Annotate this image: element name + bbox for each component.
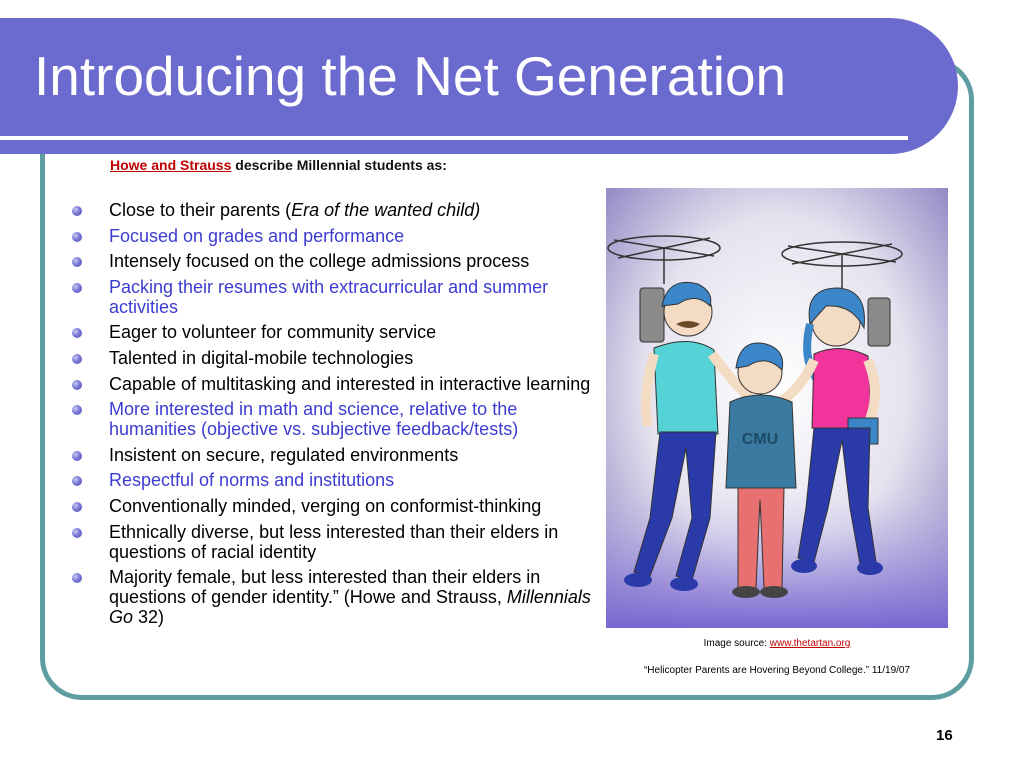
bullet-item <box>72 470 602 490</box>
page-number: 16 <box>936 727 953 744</box>
image-caption: “Helicopter Parents are Hovering Beyond College.” 11/19/07 <box>643 665 911 676</box>
helicopter-parents-illustration <box>606 188 948 628</box>
bullet-item <box>72 496 602 516</box>
bullet-item <box>72 522 602 562</box>
bullet-dot-icon <box>72 380 82 390</box>
bullet-item <box>72 567 602 627</box>
bullet-dot-icon <box>72 451 82 461</box>
bullet-text: 32) <box>133 607 165 628</box>
bullet-item <box>72 445 602 465</box>
intro-line <box>110 157 447 173</box>
bullet-text: Close to their parents ( <box>109 200 292 220</box>
bullet-item <box>72 348 602 368</box>
bullet-dot-icon <box>72 206 82 216</box>
bullet-dot-icon <box>72 328 82 338</box>
bullet-text: Millennials Go <box>109 587 591 628</box>
bullet-item <box>72 200 602 220</box>
bullet-item <box>72 251 602 271</box>
bullet-text: Capable of multitasking and interested in interactive learning <box>109 373 591 394</box>
bullet-list <box>72 200 602 633</box>
bullet-text: Conventionally minded, verging on conformist-thinking <box>109 495 542 516</box>
bullet-dot-icon <box>72 573 82 583</box>
bullet-dot-icon <box>72 528 82 538</box>
bullet-text: Era of the wanted child) <box>291 200 481 220</box>
bullet-text: More interested in math and science, relative to the humanities (objective vs. subjective feedback/tests) <box>109 399 519 440</box>
bullet-dot-icon <box>72 283 82 293</box>
bullet-dot-icon <box>72 405 82 415</box>
howe-strauss-link[interactable]: Howe and Strauss <box>110 157 232 173</box>
image-source-link[interactable]: www.thetartan.org <box>769 638 851 649</box>
bullet-text: Packing their resumes with extracurricular and summer activities <box>109 276 549 317</box>
bullet-dot-icon <box>72 257 82 267</box>
bullet-dot-icon <box>72 476 82 486</box>
bullet-text: Eager to volunteer for community service <box>109 322 437 343</box>
slide-title: Introducing the Net Generation <box>34 45 787 107</box>
bullet-dot-icon <box>72 232 82 242</box>
bullet-item <box>72 277 602 317</box>
bullet-item <box>72 226 602 246</box>
bullet-item <box>72 374 602 394</box>
bullet-item <box>72 322 602 342</box>
bullet-text: Talented in digital-mobile technologies <box>109 347 414 368</box>
image-source-line <box>606 638 948 649</box>
mother-jetpack <box>868 298 890 346</box>
bullet-text: Intensely focused on the college admissions process <box>109 251 530 272</box>
bullet-text: Insistent on secure, regulated environments <box>109 444 459 465</box>
bullet-item <box>72 399 602 439</box>
bullet-text: Majority female, but less interested than their elders in questions of gender identity.” (Howe and Strauss, <box>109 567 541 608</box>
bullet-dot-icon <box>72 354 82 364</box>
father-jetpack <box>640 288 664 342</box>
image-source-label: Image source: <box>703 638 770 649</box>
bullet-text: Respectful of norms and institutions <box>109 470 395 491</box>
bullet-text: Ethnically diverse, but less interested than their elders in questions of racial identity <box>109 521 559 562</box>
intro-text: describe Millennial students as: <box>231 157 447 173</box>
bullet-dot-icon <box>72 502 82 512</box>
shirt-text: CMU <box>741 431 779 448</box>
bullet-text: Focused on grades and performance <box>109 225 405 246</box>
